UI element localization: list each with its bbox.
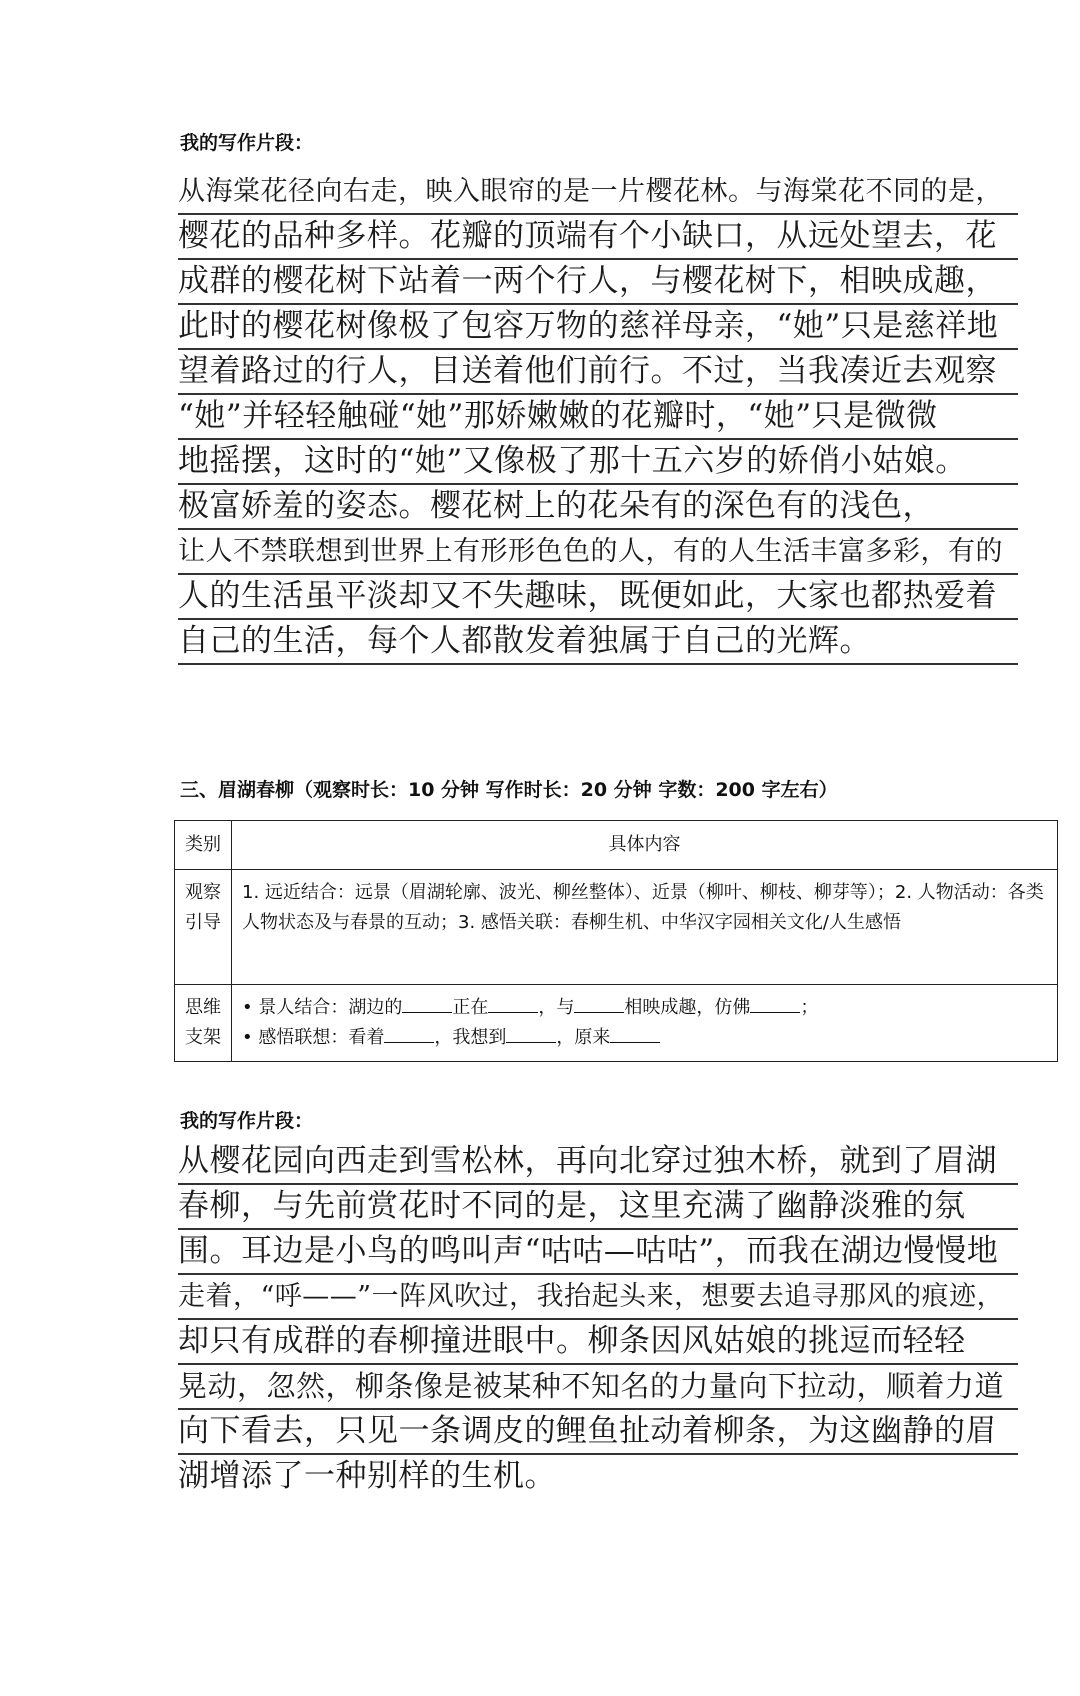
header-category: 类别 [175, 821, 232, 870]
handwritten-line: 走着，“呼——”一阵风吹过，我抬起头来，想要去追寻那风的痕迹， [178, 1275, 1018, 1320]
row-observation-content: 1. 远近结合：远景（眉湖轮廓、波光、柳丝整体）、近景（柳叶、柳枝、柳芽等）；2. 人物活动：各类人物状态及与春景的互动；3. 感悟关联：春柳生机、中华汉字园相关文化/人生感悟 [232, 870, 1058, 985]
header-content: 具体内容 [232, 821, 1058, 870]
row-observation-category: 观察引导 [175, 870, 232, 985]
blank-line [750, 994, 800, 1013]
handwritten-line: 让人不禁联想到世界上有形形色色的人，有的人生活丰富多彩，有的 [178, 530, 1018, 575]
blank-line [574, 994, 624, 1013]
handwritten-line: 却只有成群的春柳撞进眼中。柳条因风姑娘的挑逗而轻轻 [178, 1320, 1018, 1365]
handwritten-line: 春柳，与先前赏花时不同的是，这里充满了幽静淡雅的氛 [178, 1185, 1018, 1230]
blank-line [402, 994, 452, 1013]
observation-guide-table [174, 820, 1058, 1062]
blank-line [506, 1024, 556, 1043]
handwritten-line: 晃动，忽然，柳条像是被某种不知名的力量向下拉动，顺着力道 [178, 1365, 1018, 1410]
writing-fragment-label: 我的写作片段： [180, 132, 314, 154]
handwritten-line: 望着路过的行人，目送着他们前行。不过，当我凑近去观察 [178, 350, 1018, 395]
handwritten-line: 此时的樱花树像极了包容万物的慈祥母亲，“她”只是慈祥地 [178, 305, 1018, 350]
handwritten-line: 向下看去，只见一条调皮的鲤鱼扯动着柳条，为这幽静的眉 [178, 1410, 1018, 1455]
handwritten-line: 极富娇羞的姿态。樱花树上的花朵有的深色有的浅色， [178, 485, 1018, 530]
blank-line [610, 1024, 660, 1043]
section-title: 三、眉湖春柳（观察时长：10 分钟 写作时长：20 分钟 字数：200 字左右） [180, 779, 838, 801]
handwritten-line: 人的生活虽平淡却又不失趣味，既便如此，大家也都热爱着 [178, 575, 1018, 620]
blank-line [488, 994, 538, 1013]
handwritten-line: 从樱花园向西走到雪松林，再向北穿过独木桥，就到了眉湖 [178, 1140, 1018, 1185]
writing-fragment-label-2: 我的写作片段： [180, 1110, 314, 1132]
scaffold-bullet-2: • 感悟联想：看着 ，我想到 ，原来 [242, 1023, 1047, 1053]
table-header-row [175, 821, 1058, 870]
blank-line [384, 1024, 434, 1043]
handwritten-line: 成群的樱花树下站着一两个行人，与樱花树下，相映成趣， [178, 260, 1018, 305]
handwritten-line: “她”并轻轻触碰“她”那娇嫩嫩的花瓣时，“她”只是微微 [178, 395, 1018, 440]
handwritten-line: 樱花的品种多样。花瓣的顶端有个小缺口，从远处望去，花 [178, 215, 1018, 260]
handwritten-line: 地摇摆，这时的“她”又像极了那十五六岁的娇俏小姑娘。 [178, 440, 1018, 485]
handwritten-passage-willow [178, 1140, 1018, 1498]
handwritten-line: 围。耳边是小鸟的鸣叫声“咕咕—咕咕”，而我在湖边慢慢地 [178, 1230, 1018, 1275]
handwritten-passage-cherry [178, 170, 1018, 665]
row-scaffold-category: 思维支架 [175, 985, 232, 1062]
table-row-observation [175, 870, 1058, 985]
handwritten-line: 从海棠花径向右走，映入眼帘的是一片樱花林。与海棠花不同的是， [178, 170, 1018, 215]
row-scaffold-content [232, 985, 1058, 1062]
scaffold-bullet-1: • 景人结合：湖边的 正在 ，与 相映成趣，仿佛 ； [242, 993, 1047, 1023]
handwritten-line: 湖增添了一种别样的生机。 [178, 1458, 556, 1494]
table-row-scaffold [175, 985, 1058, 1062]
handwritten-line: 自己的生活，每个人都散发着独属于自己的光辉。 [178, 620, 1018, 665]
